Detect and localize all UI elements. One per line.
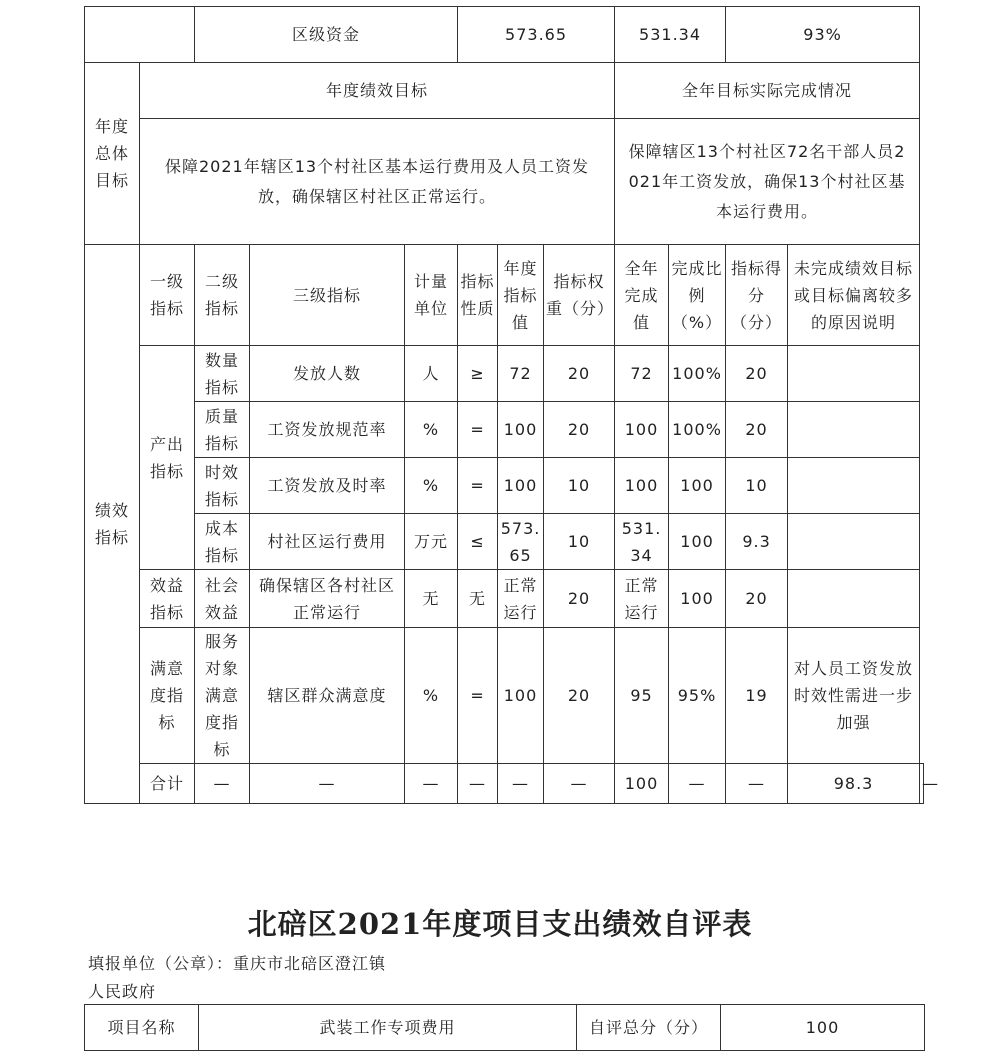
target-cell: 正常运行 — [498, 570, 544, 628]
nature-cell: = — [458, 402, 498, 458]
level2-cell: 数量指标 — [195, 346, 250, 402]
ratio-cell: 100 — [669, 458, 726, 514]
unit-cell: % — [405, 402, 458, 458]
total-dash: — — [726, 764, 788, 804]
total-dash: — — [250, 764, 405, 804]
unit-cell: 人 — [405, 346, 458, 402]
actual-completion-header: 全年目标实际完成情况 — [615, 63, 920, 119]
total-dash: — — [405, 764, 458, 804]
done-cell: 95 — [615, 628, 669, 764]
unit-cell: 万元 — [405, 514, 458, 570]
level2-cell: 服务对象满意度指标 — [195, 628, 250, 764]
project-name: 武装工作专项费用 — [199, 1005, 577, 1051]
benefit-indicator-label: 效益指标 — [140, 570, 195, 628]
score-cell: 20 — [726, 570, 788, 628]
goals-text-row — [85, 119, 924, 245]
funds-label: 区级资金 — [195, 7, 458, 63]
header-note: 未完成绩效目标或目标偏离较多的原因说明 — [788, 245, 920, 346]
actual-completion-text: 保障辖区13个村社区72名干部人员2021年工资发放，确保13个村社区基本运行费用。 — [615, 119, 920, 245]
note-cell — [788, 458, 920, 514]
annual-goal-row-label: 年度总体目标 — [85, 63, 140, 245]
level3-cell: 工资发放规范率 — [250, 402, 405, 458]
level2-cell: 成本指标 — [195, 514, 250, 570]
output-indicator-label: 产出指标 — [140, 346, 195, 570]
table-row — [85, 514, 924, 570]
nature-cell: 无 — [458, 570, 498, 628]
total-dash: — — [498, 764, 544, 804]
total-dash: — — [669, 764, 726, 804]
performance-evaluation-table — [84, 6, 940, 804]
weight-cell: 20 — [544, 402, 615, 458]
self-score: 100 — [721, 1005, 925, 1051]
weight-cell: 10 — [544, 458, 615, 514]
target-cell: 573.65 — [498, 514, 544, 570]
total-label: 合计 — [140, 764, 195, 804]
level2-cell: 时效指标 — [195, 458, 250, 514]
annual-goal-text: 保障2021年辖区13个村社区基本运行费用及人员工资发放，确保辖区村社区正常运行。 — [140, 119, 615, 245]
project-name-label: 项目名称 — [85, 1005, 199, 1051]
funds-actual: 531.34 — [615, 7, 726, 63]
header-level1: 一级指标 — [140, 245, 195, 346]
level2-cell: 社会效益 — [195, 570, 250, 628]
score-cell: 10 — [726, 458, 788, 514]
table-row — [85, 458, 924, 514]
total-score: 98.3 — [788, 764, 920, 804]
level2-cell: 质量指标 — [195, 402, 250, 458]
header-level2: 二级指标 — [195, 245, 250, 346]
level3-cell: 工资发放及时率 — [250, 458, 405, 514]
ratio-cell: 100% — [669, 346, 726, 402]
indicator-header-row — [85, 245, 924, 346]
note-cell — [788, 514, 920, 570]
project-summary-table — [84, 1004, 925, 1051]
table-row — [85, 402, 924, 458]
funds-rate: 93% — [726, 7, 920, 63]
ratio-cell: 95% — [669, 628, 726, 764]
note-cell: 对人员工资发放时效性需进一步加强 — [788, 628, 920, 764]
level3-cell: 辖区群众满意度 — [250, 628, 405, 764]
table-row — [85, 628, 924, 764]
done-cell: 100 — [615, 402, 669, 458]
done-cell: 100 — [615, 458, 669, 514]
header-weight: 指标权重（分） — [544, 245, 615, 346]
header-score: 指标得分（分） — [726, 245, 788, 346]
note-cell — [788, 570, 920, 628]
note-cell — [788, 402, 920, 458]
funds-blank-cell — [85, 7, 195, 63]
funds-row — [85, 7, 924, 63]
page-title: 北碚区2021年度项目支出绩效自评表 — [247, 907, 753, 941]
header-done: 全年完成值 — [615, 245, 669, 346]
table-row — [85, 570, 924, 628]
nature-cell: = — [458, 628, 498, 764]
level3-cell: 村社区运行费用 — [250, 514, 405, 570]
self-score-label: 自评总分（分） — [577, 1005, 721, 1051]
total-row — [85, 764, 924, 804]
target-cell: 72 — [498, 346, 544, 402]
done-cell: 531.34 — [615, 514, 669, 570]
nature-cell: ≤ — [458, 514, 498, 570]
level3-cell: 发放人数 — [250, 346, 405, 402]
filling-unit: 填报单位（公章）：重庆市北碚区澄江镇人民政府 — [88, 954, 387, 1001]
level3-cell: 确保辖区各村社区正常运行 — [250, 570, 405, 628]
header-level3: 三级指标 — [250, 245, 405, 346]
total-dash: — — [920, 764, 924, 804]
header-nature: 指标性质 — [458, 245, 498, 346]
goals-header-row — [85, 63, 924, 119]
target-cell: 100 — [498, 628, 544, 764]
weight-cell: 20 — [544, 570, 615, 628]
unit-cell: % — [405, 628, 458, 764]
unit-cell: % — [405, 458, 458, 514]
unit-cell: 无 — [405, 570, 458, 628]
nature-cell: = — [458, 458, 498, 514]
indicators-row-label: 绩效指标 — [85, 245, 140, 804]
total-dash: — — [195, 764, 250, 804]
total-dash: — — [458, 764, 498, 804]
target-cell: 100 — [498, 458, 544, 514]
done-cell: 72 — [615, 346, 669, 402]
weight-cell: 10 — [544, 514, 615, 570]
header-ratio: 完成比例（%） — [669, 245, 726, 346]
ratio-cell: 100 — [669, 514, 726, 570]
table-row — [85, 346, 924, 402]
score-cell: 19 — [726, 628, 788, 764]
project-row — [85, 1005, 925, 1051]
score-cell: 20 — [726, 346, 788, 402]
score-cell: 9.3 — [726, 514, 788, 570]
ratio-cell: 100 — [669, 570, 726, 628]
nature-cell: ≥ — [458, 346, 498, 402]
target-cell: 100 — [498, 402, 544, 458]
header-target: 年度指标值 — [498, 245, 544, 346]
note-cell — [788, 346, 920, 402]
weight-cell: 20 — [544, 346, 615, 402]
annual-goal-header: 年度绩效目标 — [140, 63, 615, 119]
satisfaction-indicator-label: 满意度指标 — [140, 628, 195, 764]
weight-cell: 20 — [544, 628, 615, 764]
total-weight: 100 — [615, 764, 669, 804]
score-cell: 20 — [726, 402, 788, 458]
done-cell: 正常运行 — [615, 570, 669, 628]
ratio-cell: 100% — [669, 402, 726, 458]
total-dash: — — [544, 764, 615, 804]
funds-budget: 573.65 — [458, 7, 615, 63]
header-unit: 计量单位 — [405, 245, 458, 346]
